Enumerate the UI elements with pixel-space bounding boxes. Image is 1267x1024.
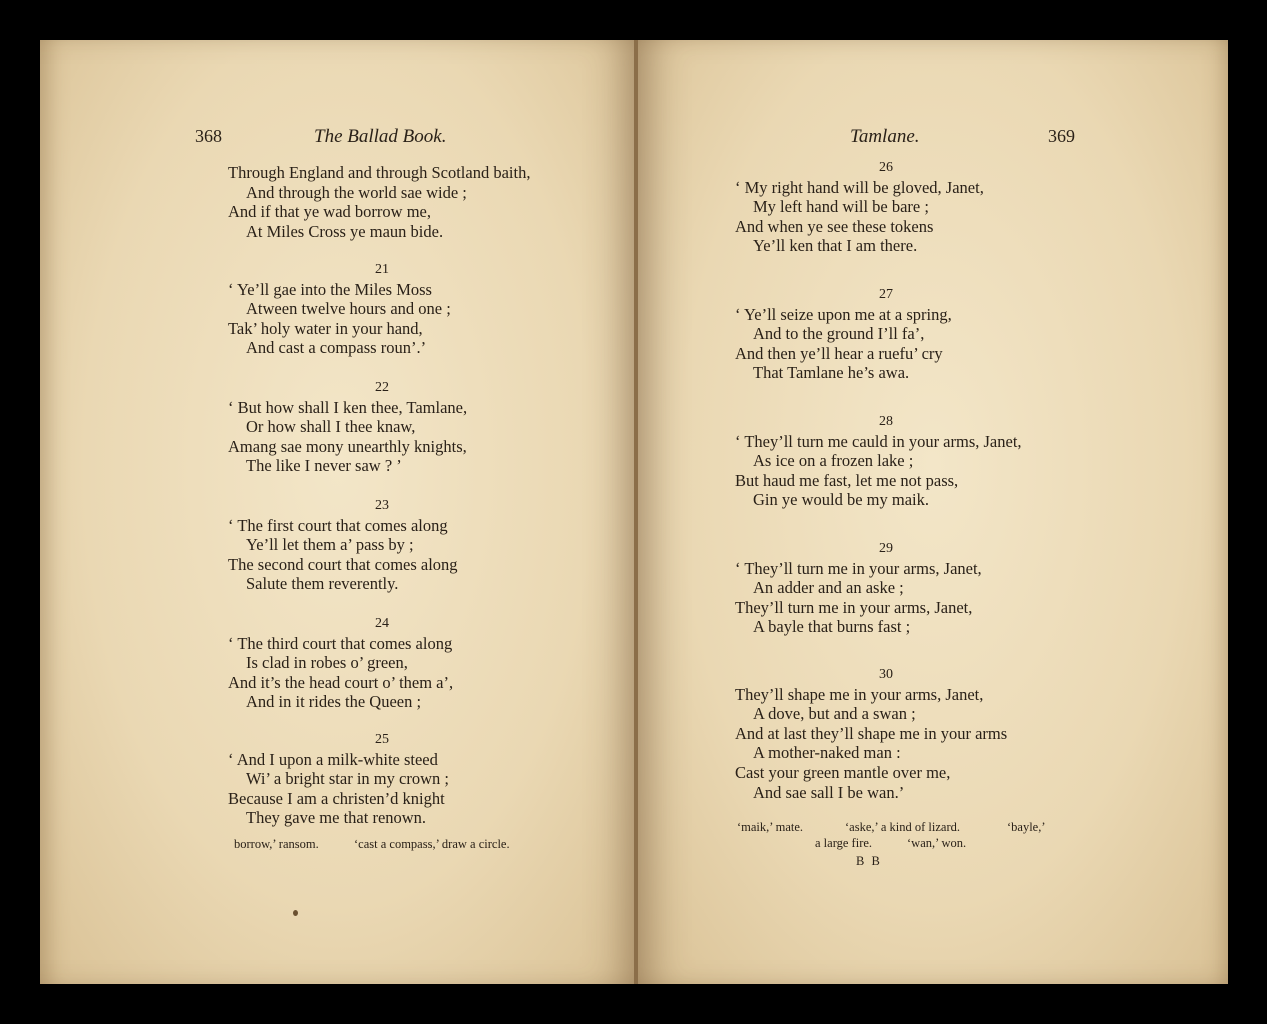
stanza-25 <box>228 730 449 828</box>
left-page <box>40 40 636 984</box>
paper-speck <box>293 910 298 916</box>
footnote: ‘wan,’ won. <box>907 836 967 850</box>
verse-line: My left hand will be bare ; <box>753 197 929 217</box>
stanza-number: 25 <box>375 732 389 747</box>
stanza-23 <box>228 496 458 594</box>
right-stanza-block <box>735 665 1007 802</box>
footnote: ‘cast a compass,’ draw a circle. <box>354 837 510 851</box>
right-stanza-block <box>735 158 984 256</box>
verse-line: And through the world sae wide ; <box>246 182 467 202</box>
right-stanza-block <box>735 539 982 637</box>
verse-line: And if that ye wad borrow me, <box>228 202 431 222</box>
verse-line: They’ll shape me in your arms, Janet, <box>735 684 984 704</box>
verse-line: Tak’ holy water in your hand, <box>228 318 423 338</box>
verse-line: Ye’ll let them a’ pass by ; <box>246 535 414 555</box>
verse-line: ‘ My right hand will be gloved, Janet, <box>735 177 984 197</box>
verse-line: Atween twelve hours and one ; <box>246 299 451 319</box>
verse-line: Wi’ a bright star in my crown ; <box>246 769 449 789</box>
stanza-number: 22 <box>375 380 389 395</box>
stanza-30 <box>735 665 1007 802</box>
stanza-number: 29 <box>879 541 893 556</box>
footnote: borrow,’ ransom. <box>234 837 319 851</box>
stanza-number: 21 <box>375 262 389 277</box>
verse-line: ‘ Ye’ll seize upon me at a spring, <box>735 304 952 324</box>
verse-line: ‘ But how shall I ken thee, Tamlane, <box>228 397 468 417</box>
stanza-27 <box>735 285 952 383</box>
verse-line: Ye’ll ken that I am there. <box>753 236 918 256</box>
verse-line: And when ye see these tokens <box>735 216 934 236</box>
verse-line: And it’s the head court o’ them a’, <box>228 672 454 692</box>
verse-line: Is clad in robes o’ green, <box>246 653 408 673</box>
verse-line: A dove, but and a swan ; <box>753 704 916 724</box>
right-running-head: Tamlane. <box>850 126 920 147</box>
verse-line: And sae sall I be wan.’ <box>753 782 905 802</box>
verse-line: As ice on a frozen lake ; <box>753 451 914 471</box>
stanza-number: 28 <box>879 414 893 429</box>
right-page <box>638 40 1228 984</box>
verse-line: ‘ The first court that comes along <box>228 515 448 535</box>
stanza-22 <box>228 378 467 476</box>
verse-line: At Miles Cross ye maun bide. <box>246 221 444 241</box>
verse-line: Cast your green mantle over me, <box>735 762 951 782</box>
stanza-number: 24 <box>375 616 389 631</box>
open-book <box>40 40 1228 984</box>
stanza-21 <box>228 260 451 358</box>
signature-mark: B B <box>856 854 882 868</box>
verse-line: ‘ They’ll turn me cauld in your arms, Janet, <box>735 431 1022 451</box>
stanza-number: 26 <box>879 160 893 175</box>
verse-line: And then ye’ll hear a ruefu’ cry <box>735 343 943 363</box>
verse-line: A mother-naked man : <box>753 743 901 763</box>
verse-line: And in it rides the Queen ; <box>246 692 422 712</box>
verse-line: ‘ Ye’ll gae into the Miles Moss <box>228 279 432 299</box>
right-page-number: 369 <box>1048 126 1075 146</box>
left-running-head: The Ballad Book. <box>314 126 447 147</box>
right-stanza-block <box>735 285 952 383</box>
verse-line: That Tamlane he’s awa. <box>753 363 910 383</box>
footnote: ‘maik,’ mate. <box>737 820 804 834</box>
verse-line: A bayle that burns fast ; <box>753 617 911 637</box>
left-stanza-block <box>228 496 458 594</box>
verse-line: Gin ye would be my maik. <box>753 490 929 510</box>
verse-line: The second court that comes along <box>228 554 458 574</box>
verse-line: Through England and through Scotland baith, <box>228 163 531 182</box>
footnote: ‘aske,’ a kind of lizard. <box>845 820 960 834</box>
verse-line: An adder and an aske ; <box>753 578 904 598</box>
left-stanza-block <box>228 260 451 358</box>
stanza-20 <box>228 163 530 241</box>
verse-line: And cast a compass roun’.’ <box>246 338 427 358</box>
verse-line: ‘ They’ll turn me in your arms, Janet, <box>735 558 982 578</box>
stanza-number: 23 <box>375 498 389 513</box>
stanza-29 <box>735 539 982 637</box>
stanza-26 <box>735 158 984 256</box>
stanza-28 <box>735 412 1022 510</box>
verse-line: Salute them reverently. <box>246 574 399 594</box>
left-stanza-block <box>228 614 453 712</box>
left-stanza-block <box>228 378 467 476</box>
footnote: ‘bayle,’ <box>1007 820 1046 834</box>
left-page-number: 368 <box>195 126 222 146</box>
verse-line: But haud me fast, let me not pass, <box>735 470 959 490</box>
verse-line: They gave me that renown. <box>246 808 427 828</box>
verse-line: Or how shall I thee knaw, <box>246 417 416 437</box>
footnote: a large fire. <box>815 836 873 850</box>
verse-line: And to the ground I’ll fa’, <box>753 324 925 344</box>
verse-line: And at last they’ll shape me in your arms <box>735 723 1008 743</box>
verse-line: ‘ And I upon a milk-white steed <box>228 749 438 769</box>
stanza-24 <box>228 614 453 712</box>
verse-line: They’ll turn me in your arms, Janet, <box>735 597 973 617</box>
right-stanza-block <box>735 412 1022 510</box>
left-stanza-block <box>228 163 530 241</box>
stanza-number: 30 <box>879 667 893 682</box>
verse-line: ‘ The third court that comes along <box>228 633 453 653</box>
verse-line: Amang sae mony unearthly knights, <box>228 436 467 456</box>
verse-line: Because I am a christen’d knight <box>228 788 445 808</box>
stanza-number: 27 <box>879 287 893 302</box>
verse-line: The like I never saw ? ’ <box>246 456 402 476</box>
left-stanza-block <box>228 730 449 828</box>
